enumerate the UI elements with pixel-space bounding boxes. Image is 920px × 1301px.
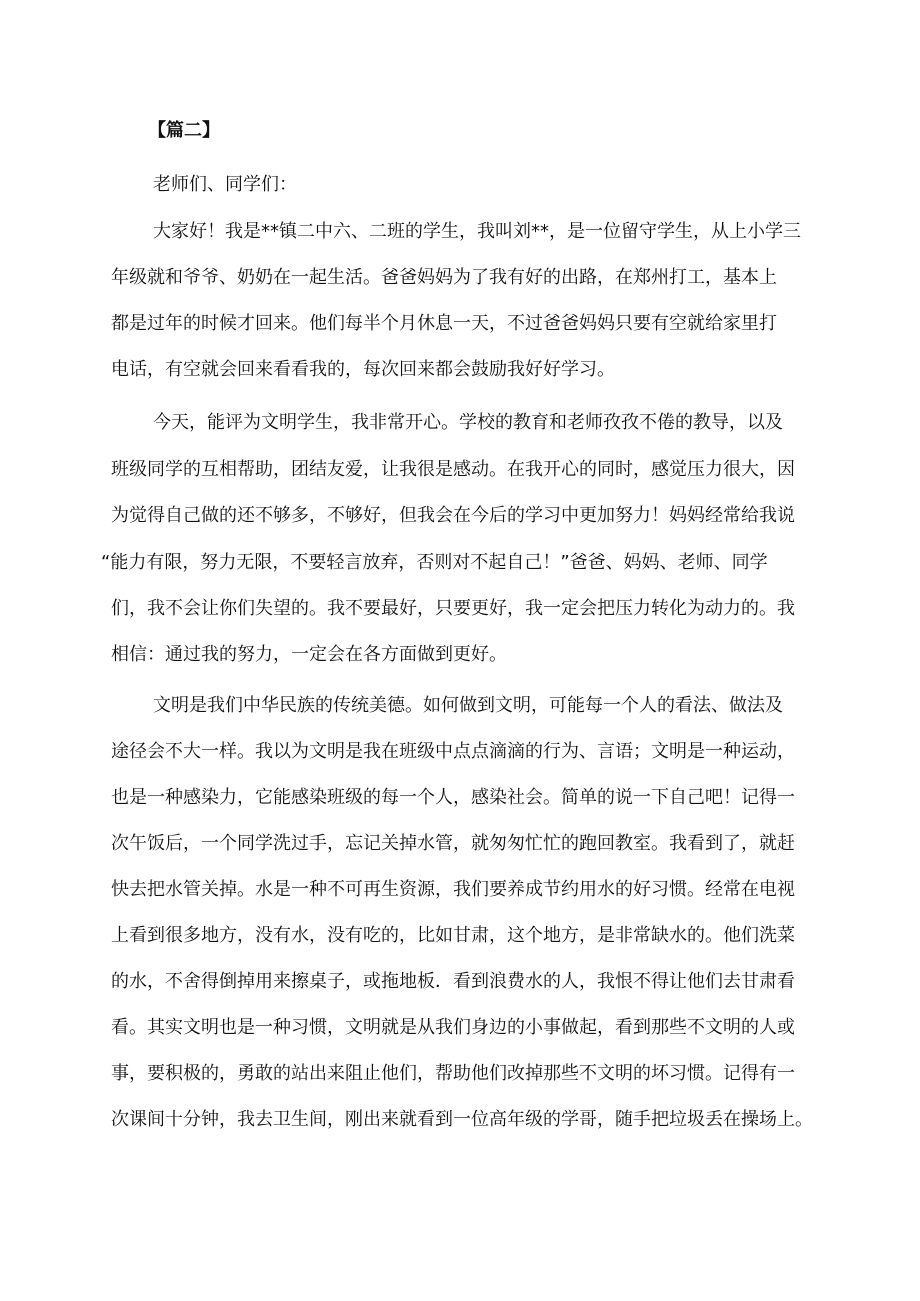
text-line-9: 们，我不会让你们失望的。我不要最好，只要更好，我一定会把压力转化为动力的。我 [111, 598, 795, 619]
text-line-5: 今天，能评为文明学生，我非常开心。学校的教育和老师孜孜不倦的教导，以及 [153, 412, 783, 433]
salutation: 老师们、同学们： [153, 174, 297, 195]
text-line-15: 快去把水管关掉。水是一种不可再生资源，我们要养成节约用水的好习惯。经常在电视 [111, 879, 795, 900]
text-line-6: 班级同学的互相帮助，团结友爱，让我很是感动。在我开心的同时，感觉压力很大，因 [111, 459, 795, 480]
text-line-4: 电话，有空就会回来看看我的，每次回来都会鼓励我好好学习。 [111, 359, 615, 380]
text-line-14: 次午饭后，一个同学洗过手，忘记关掉水管，就匆匆忙忙的跑回教室。我看到了，就赶 [111, 833, 795, 854]
text-line-10: 相信：通过我的努力，一定会在各方面做到更好。 [111, 644, 507, 665]
text-line-12: 途径会不大一样。我以为文明是我在班级中点点滴滴的行为、言语；文明是一种运动， [111, 741, 795, 762]
text-line-3: 都是过年的时候才回来。他们每半个月休息一天，不过爸爸妈妈只要有空就给家里打 [111, 313, 777, 334]
text-line-16: 上看到很多地方，没有水，没有吃的，比如甘肃，这个地方，是非常缺水的。他们洗菜 [111, 925, 795, 946]
text-line-13: 也是一种感染力，它能感染班级的每一个人，感染社会。简单的说一下自己吧！记得一 [111, 787, 795, 808]
text-line-20: 次课间十分钟，我去卫生间，刚出来就看到一位高年级的学哥，随手把垃圾丢在操场上。 [111, 1109, 813, 1130]
text-line-17: 的水，不舍得倒掉用来擦桌子，或拖地板．看到浪费水的人，我恨不得让他们去甘肃看 [111, 971, 795, 992]
text-line-8: “能力有限，努力无限，不要轻言放弃，否则对不起自己！”爸爸、妈妈、老师、同学 [101, 552, 768, 573]
text-line-18: 看。其实文明也是一种习惯，文明就是从我们身边的小事做起，看到那些不文明的人或 [111, 1017, 795, 1038]
section-heading: 【篇二】 [148, 120, 220, 141]
text-line-19: 事，要积极的，勇敢的站出来阻止他们，帮助他们改掉那些不文明的坏习惯。记得有一 [111, 1063, 795, 1084]
text-line-11: 文明是我们中华民族的传统美德。如何做到文明，可能每一个人的看法、做法及 [153, 695, 783, 716]
text-line-1: 大家好！我是**镇二中六、二班的学生，我叫刘**，是一位留守学生，从上小学三 [153, 221, 801, 242]
text-line-2: 年级就和爷爷、奶奶在一起生活。爸爸妈妈为了我有好的出路，在郑州打工，基本上 [111, 267, 777, 288]
text-line-7: 为觉得自己做的还不够多，不够好，但我会在今后的学习中更加努力！妈妈经常给我说 [111, 505, 795, 526]
